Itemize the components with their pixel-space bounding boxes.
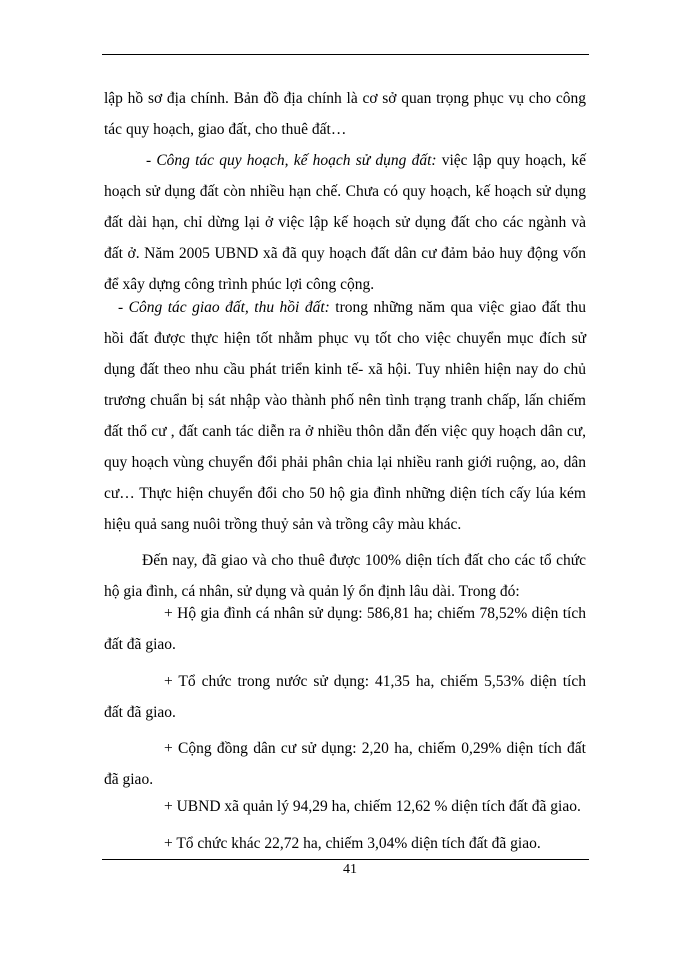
text-line: đất thổ cư , đất canh tác diễn ra ở nhiều thôn dẫn đến việc quy hoạch dân cư, [104, 423, 586, 440]
text-line: Đến nay, đã giao và cho thuê được 100% diện tích đất cho các tổ chức [142, 552, 586, 569]
text-line: lập hồ sơ địa chính. Bản đồ địa chính là cơ sở quan trọng phục vụ cho công [104, 90, 586, 107]
text-line: đất dài hạn, chỉ dừng lại ở việc lập kế hoạch sử dụng đất cho các ngành và [104, 214, 586, 231]
text-line [104, 145, 586, 176]
section-heading-planning: - Công tác quy hoạch, kế hoạch sử dụng đất: [146, 152, 437, 169]
bullet-household [104, 598, 586, 660]
text-line [104, 292, 586, 323]
text-line: + Tổ chức trong nước sử dụng: 41,35 ha, chiếm 5,53% diện tích [164, 673, 586, 690]
page-number: 41 [343, 862, 357, 877]
section-heading-allocation: - Công tác giao đất, thu hồi đất: [118, 299, 330, 316]
text-line: hộ gia đình, cá nhân, sử dụng và quản lý ổn định lâu dài. Trong đó: [104, 583, 520, 600]
bullet-other-org [104, 828, 586, 859]
text-line: để xây dựng công trình phúc lợi công cộng. [104, 276, 375, 293]
text-line: đất ở. Năm 2005 UBND xã đã quy hoạch đất dân cư đảm bảo huy động vốn [104, 245, 586, 262]
text-line: hoạch sử dụng đất còn nhiều hạn chế. Chưa có quy hoạch, kế hoạch sử dụng [104, 183, 586, 200]
text-line: dụng đất theo nhu cầu phát triển kinh tế- xã hội. Tuy nhiên hiện nay do chủ [104, 361, 586, 378]
text-line: trương chuẩn bị sát nhập vào thành phố nên tình trạng tranh chấp, lấn chiếm [104, 392, 586, 409]
bullet-commune [104, 791, 586, 822]
text-line: tác quy hoạch, giao đất, cho thuê đất… [104, 121, 347, 138]
text-line: + Cộng đồng dân cư sử dụng: 2,20 ha, chiếm 0,29% diện tích đất [164, 740, 586, 757]
text-line: hồi đất được thực hiện tốt nhằm phục vụ tốt cho việc chuyển mục đích sử [104, 330, 586, 347]
bullet-domestic-org [104, 666, 586, 728]
text-line: quy hoạch vùng chuyển đổi phải phân chia lại nhiều ranh giới ruộng, ao, dân [104, 454, 586, 471]
paragraph-land-allocation [104, 292, 586, 540]
text-line: + Hộ gia đình cá nhân sử dụng: 586,81 ha; chiếm 78,52% diện tích [164, 605, 586, 622]
footer-rule [102, 859, 589, 860]
text-line: cư… Thực hiện chuyển đổi cho 50 hộ gia đình những diện tích cấy lúa kém [104, 485, 586, 502]
text-line: đất đã giao. [104, 704, 176, 721]
bullet-community [104, 733, 586, 795]
paragraph-continuation [104, 83, 586, 145]
text-fragment: trong những năm qua việc giao đất thu [329, 299, 586, 316]
text-line: đất đã giao. [104, 636, 176, 653]
paragraph-planning [104, 145, 586, 300]
text-line: + Tổ chức khác 22,72 ha, chiếm 3,04% diện tích đất đã giao. [164, 835, 541, 852]
text-line: + UBND xã quản lý 94,29 ha, chiếm 12,62 % diện tích đất đã giao. [164, 798, 581, 815]
header-rule [102, 54, 589, 55]
text-fragment: việc lập quy hoạch, kế [436, 152, 586, 169]
text-line: hiệu quả sang nuôi trồng thuỷ sản và trồng cây màu khác. [104, 516, 462, 533]
text-line: đã giao. [104, 771, 154, 788]
